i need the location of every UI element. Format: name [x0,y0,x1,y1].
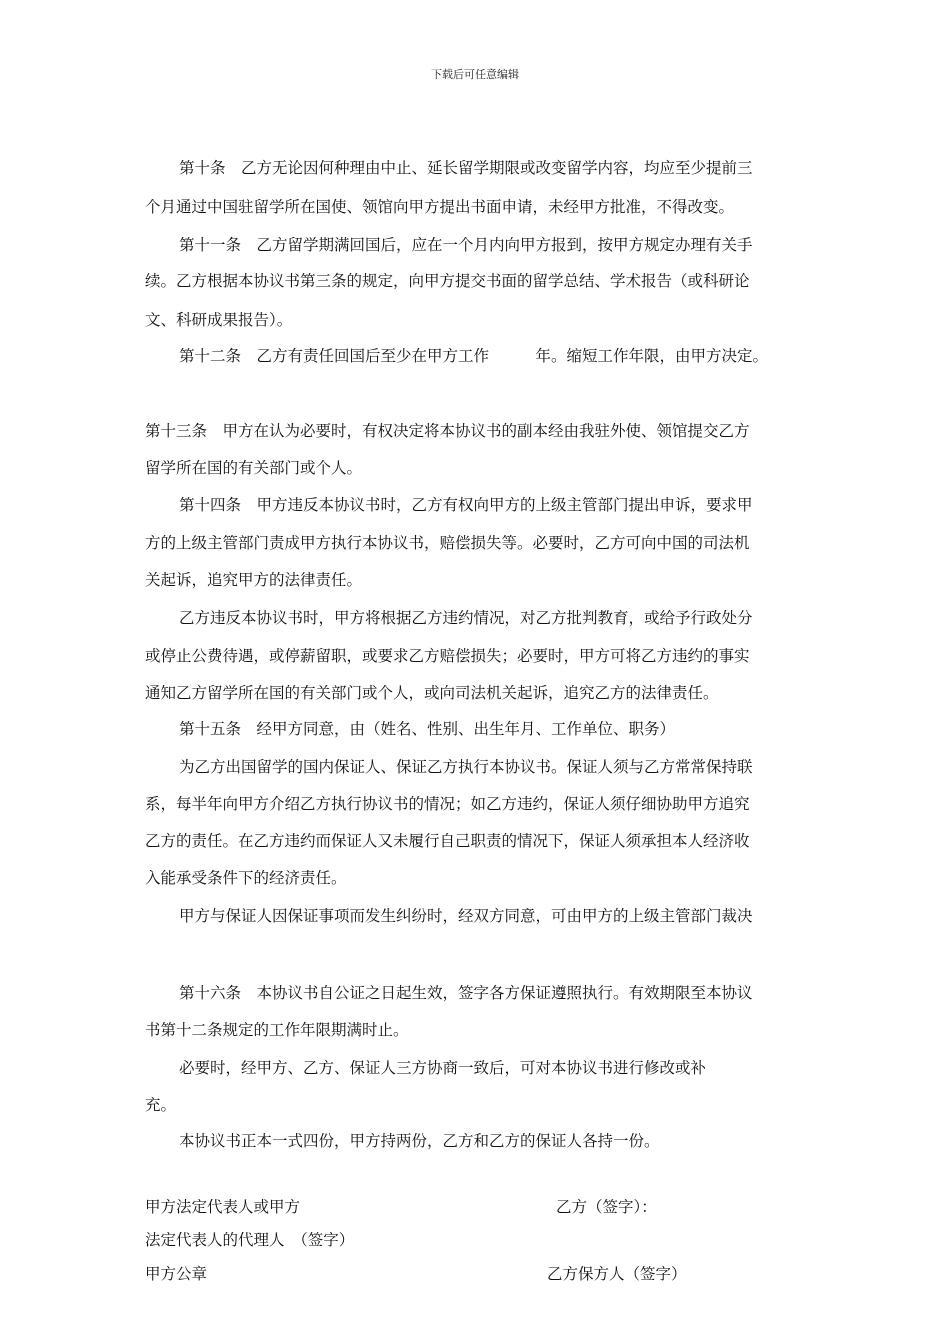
paragraph-line: 留学所在国的有关部门或个人。 [145,459,363,477]
paragraph-line: 第十五条 经甲方同意，由（姓名、性别、出生年月、工作单位、职务） [179,720,676,738]
paragraph-line: 入能承受条件下的经济责任。 [145,869,347,887]
paragraph-line: 充。 [145,1096,177,1114]
guarantor-signature-label: 乙方保方人（签字） [547,1265,687,1283]
paragraph-line: 方的上级主管部门责成甲方执行本协议书，赔偿损失等。必要时，乙方可向中国的司法机 [145,534,750,552]
paragraph-line: 通知乙方留学所在国的有关部门或个人，或向司法机关起诉，追究乙方的法律责任。 [145,684,719,702]
agent-signature-label: 法定代表人的代理人 （签字） [145,1231,355,1249]
party-b-signature-label: 乙方（签字）： [556,1198,657,1216]
paragraph-line: 系，每半年向甲方介绍乙方执行协议书的情况；如乙方违约，保证人须仔细协助甲方追究 [145,795,750,813]
paragraph-line: 第十条 乙方无论因何种理由中止、延长留学期限或改变留学内容，均应至少提前三 [179,159,753,177]
page-header: 下载后可任意编辑 [431,68,519,81]
paragraph-line: 第十二条 乙方有责任回国后至少在甲方工作 年。缩短工作年限，由甲方决定。 [179,347,769,365]
paragraph-line: 书第十二条规定的工作年限期满时止。 [145,1021,409,1039]
paragraph-line: 第十三条 甲方在认为必要时，有权决定将本协议书的副本经由我驻外使、领馆提交乙方 [145,422,750,440]
paragraph-line: 文、科研成果报告）。 [145,311,293,329]
paragraph-line: 必要时，经甲方、乙方、保证人三方协商一致后，可对本协议书进行修改或补 [179,1059,707,1077]
paragraph-line: 第十四条 甲方违反本协议书时，乙方有权向甲方的上级主管部门提出申诉，要求甲 [179,496,753,514]
paragraph-line: 乙方的责任。在乙方违约而保证人又未履行自己职责的情况下，保证人须承担本人经济收 [145,832,750,850]
paragraph-line: 个月通过中国驻留学所在国使、领馆向甲方提出书面申请，未经甲方批准，不得改变。 [145,198,735,216]
paragraph-line: 乙方违反本协议书时，甲方将根据乙方违约情况，对乙方批判教育，或给予行政处分 [179,609,753,627]
paragraph-line: 为乙方出国留学的国内保证人、保证乙方执行本协议书。保证人须与乙方常常保持联 [179,758,753,776]
paragraph-line: 第十六条 本协议书自公证之日起生效，签字各方保证遵照执行。有效期限至本协议 [179,984,753,1002]
paragraph-line: 甲方与保证人因保证事项而发生纠纷时，经双方同意，可由甲方的上级主管部门裁决 [179,907,753,925]
paragraph-line: 续。乙方根据本协议书第三条的规定，向甲方提交书面的留学总结、学术报告（或科研论 [145,272,750,290]
party-a-seal-label: 甲方公章 [145,1265,208,1283]
paragraph-line: 或停止公费待遇，或停薪留职，或要求乙方赔偿损失；必要时，甲方可将乙方违约的事实 [145,647,750,665]
paragraph-line: 第十一条 乙方留学期满回国后，应在一个月内向甲方报到，按甲方规定办理有关手 [179,236,753,254]
paragraph-line: 关起诉，追究甲方的法律责任。 [145,571,363,589]
party-a-representative-label: 甲方法定代表人或甲方 [145,1198,301,1216]
paragraph-line: 本协议书正本一式四份，甲方持两份，乙方和乙方的保证人各持一份。 [179,1132,660,1150]
